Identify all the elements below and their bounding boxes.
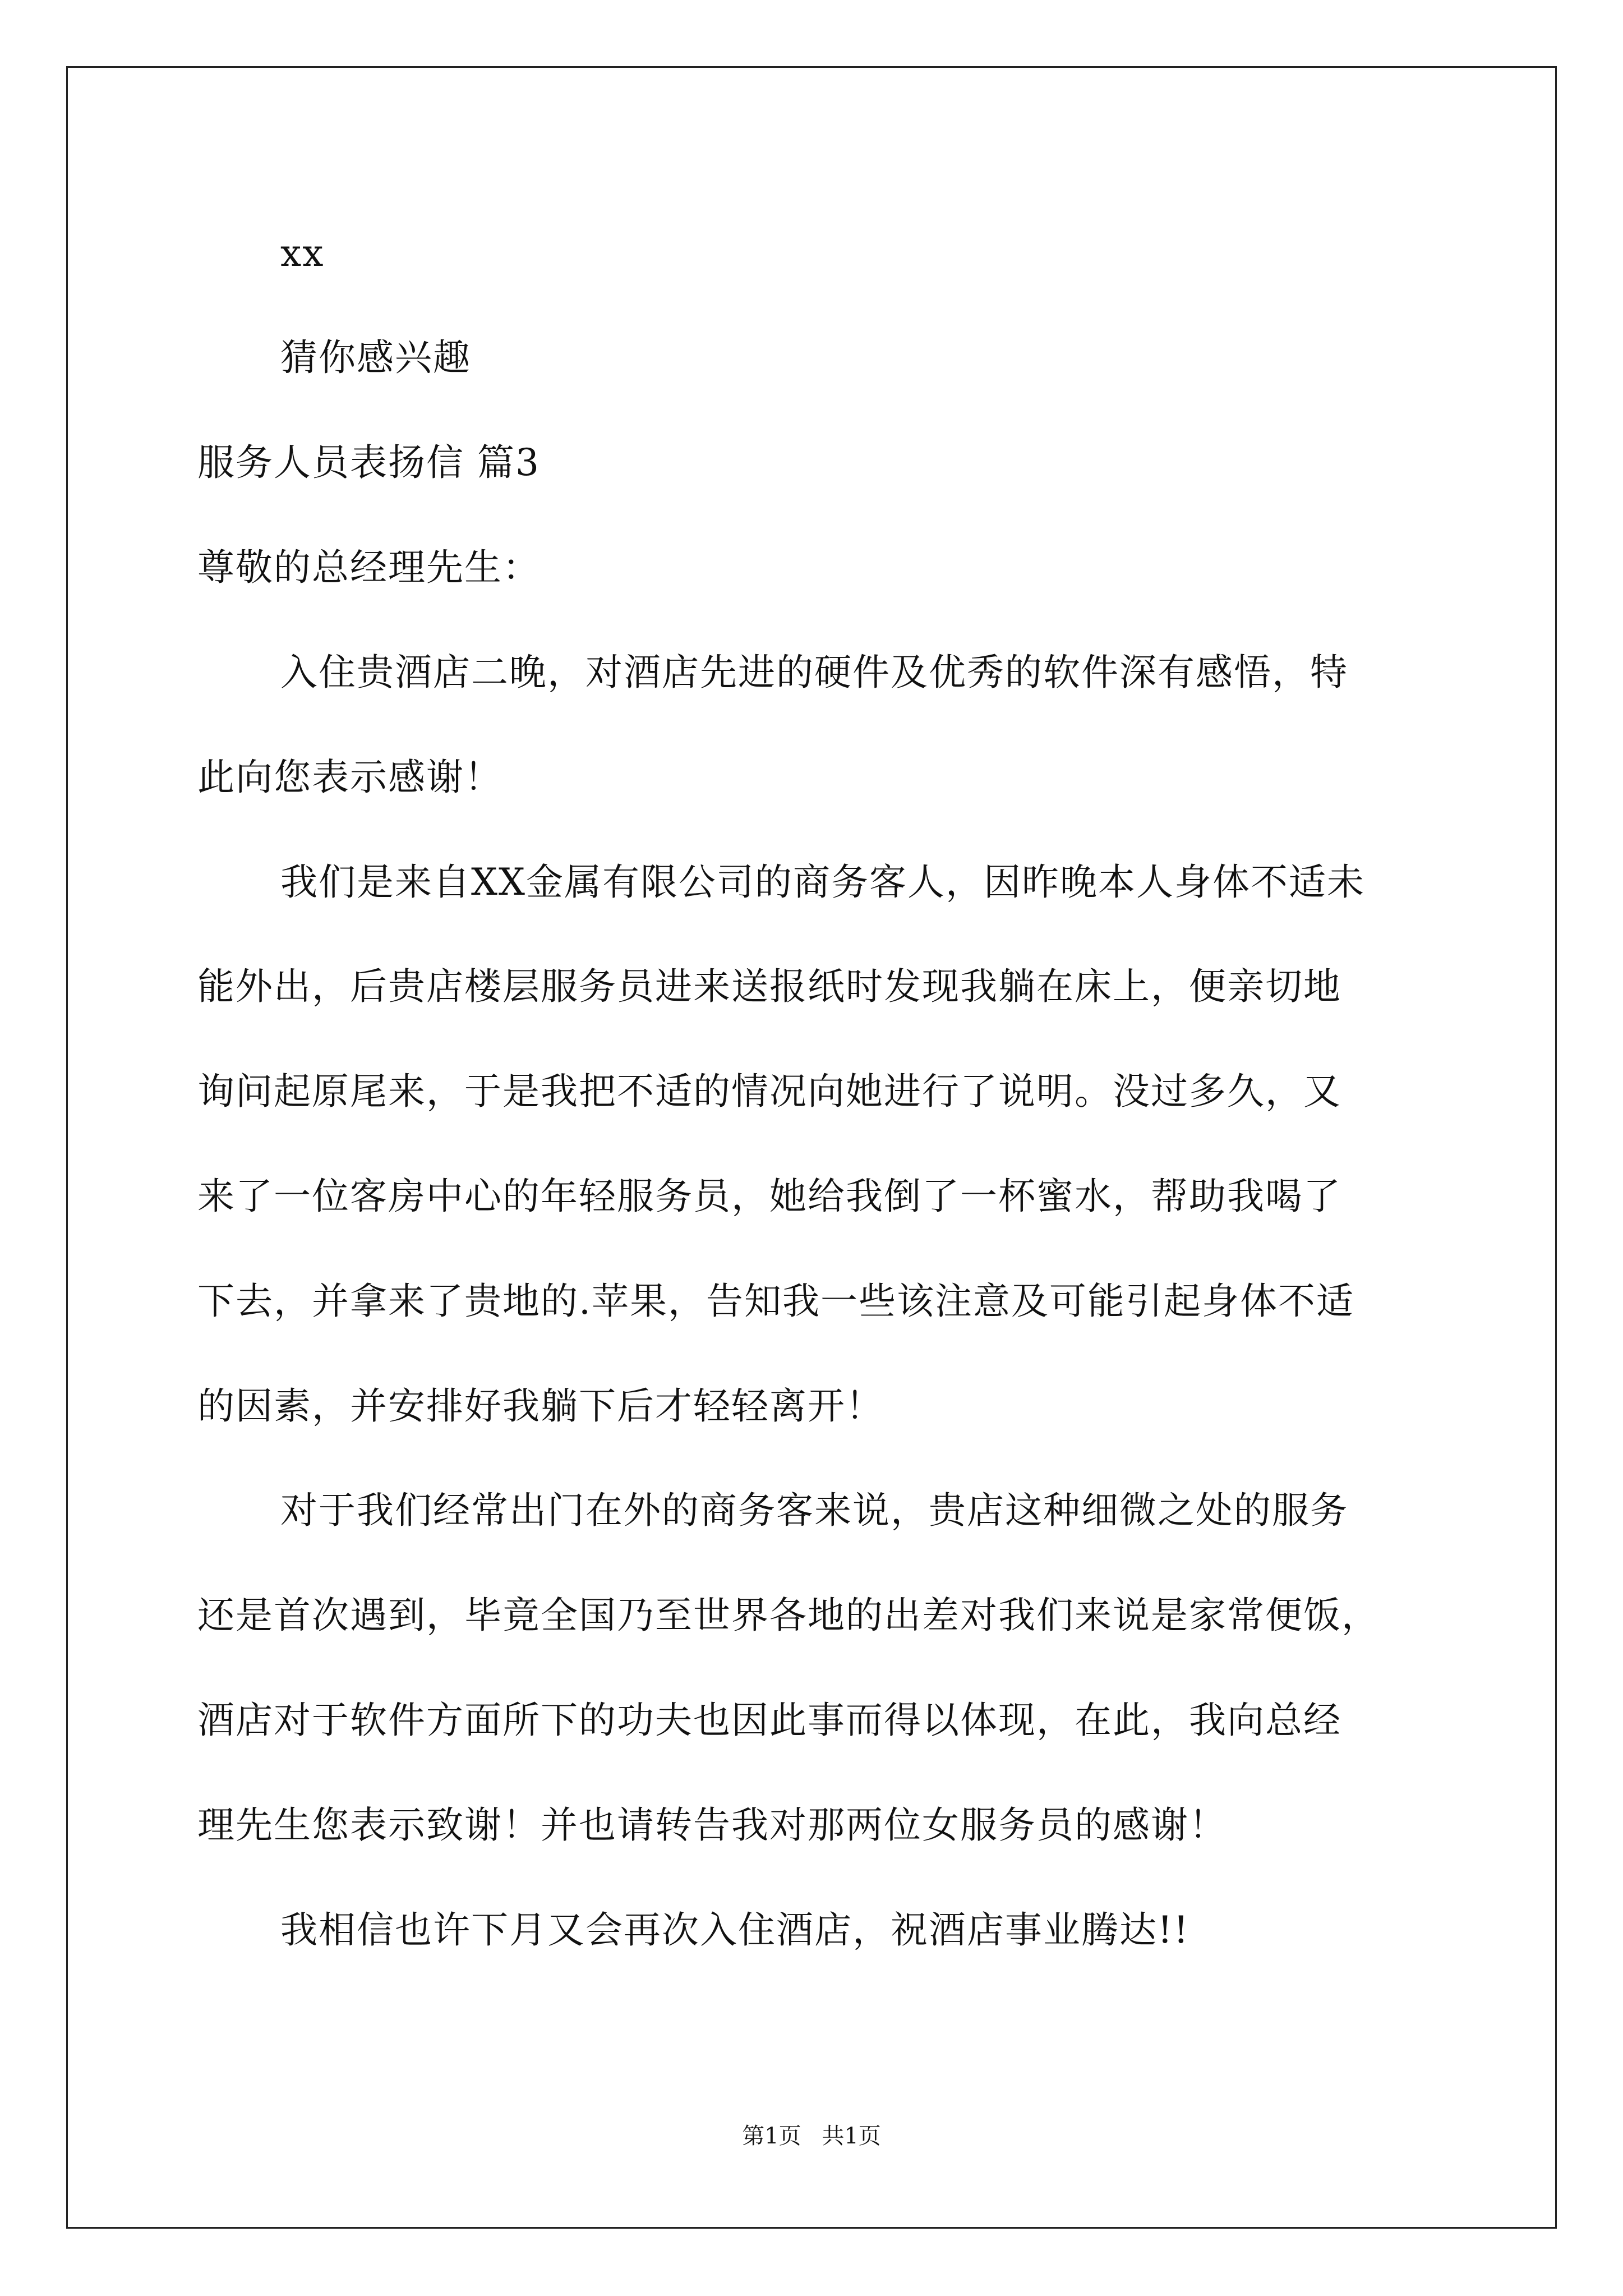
paragraph-2-line-5: 下去，并拿来了贵地的.苹果，告知我一些该注意及可能引起身体不适 [197,1280,1354,1323]
paragraph-1-line-1: 入住贵酒店二晚，对酒店先进的硬件及优秀的软件深有感悟，特 [280,651,1348,694]
paragraph-2-line-4: 来了一位客房中心的年轻服务员，她给我倒了一杯蜜水，帮助我喝了 [197,1175,1341,1218]
paragraph-3-line-4: 理先生您表示致谢！并也请转告我对那两位女服务员的感谢！ [197,1803,1227,1847]
paragraph-2-line-2: 能外出，后贵店楼层服务员进来送报纸时发现我躺在床上，便亲切地 [197,965,1341,1008]
paragraph-1-line-2: 此向您表示感谢！ [197,756,502,799]
page-number: 第1页 [742,2123,801,2149]
section-heading: 服务人员表扬信 篇3 [197,441,540,484]
page-border [66,66,1557,2229]
paragraph-3-line-3: 酒店对于软件方面所下的功夫也因此事而得以体现，在此，我向总经 [197,1699,1341,1742]
paragraph-2-line-3: 询问起原尾来，于是我把不适的情况向她进行了说明。没过多久，又 [197,1070,1341,1113]
text-line-guess-interest: 猜你感兴趣 [280,336,471,379]
paragraph-3-line-1: 对于我们经常出门在外的商务客来说，贵店这种细微之处的服务 [280,1489,1348,1532]
paragraph-2-line-6: 的因素，并安排好我躺下后才轻轻离开！ [197,1384,884,1428]
text-line-xx: xx [280,232,325,275]
paragraph-2-line-1: 我们是来自XX金属有限公司的商务客人，因昨晚本人身体不适未 [280,861,1365,904]
paragraph-3-line-2: 还是首次遇到，毕竟全国乃至世界各地的出差对我们来说是家常便饭， [197,1594,1380,1637]
salutation: 尊敬的总经理先生： [197,546,541,589]
paragraph-4-line-1: 我相信也许下月又会再次入住酒店，祝酒店事业腾达!! [280,1908,1190,1952]
page-total: 共1页 [822,2123,881,2149]
page-footer [0,2122,1623,2150]
